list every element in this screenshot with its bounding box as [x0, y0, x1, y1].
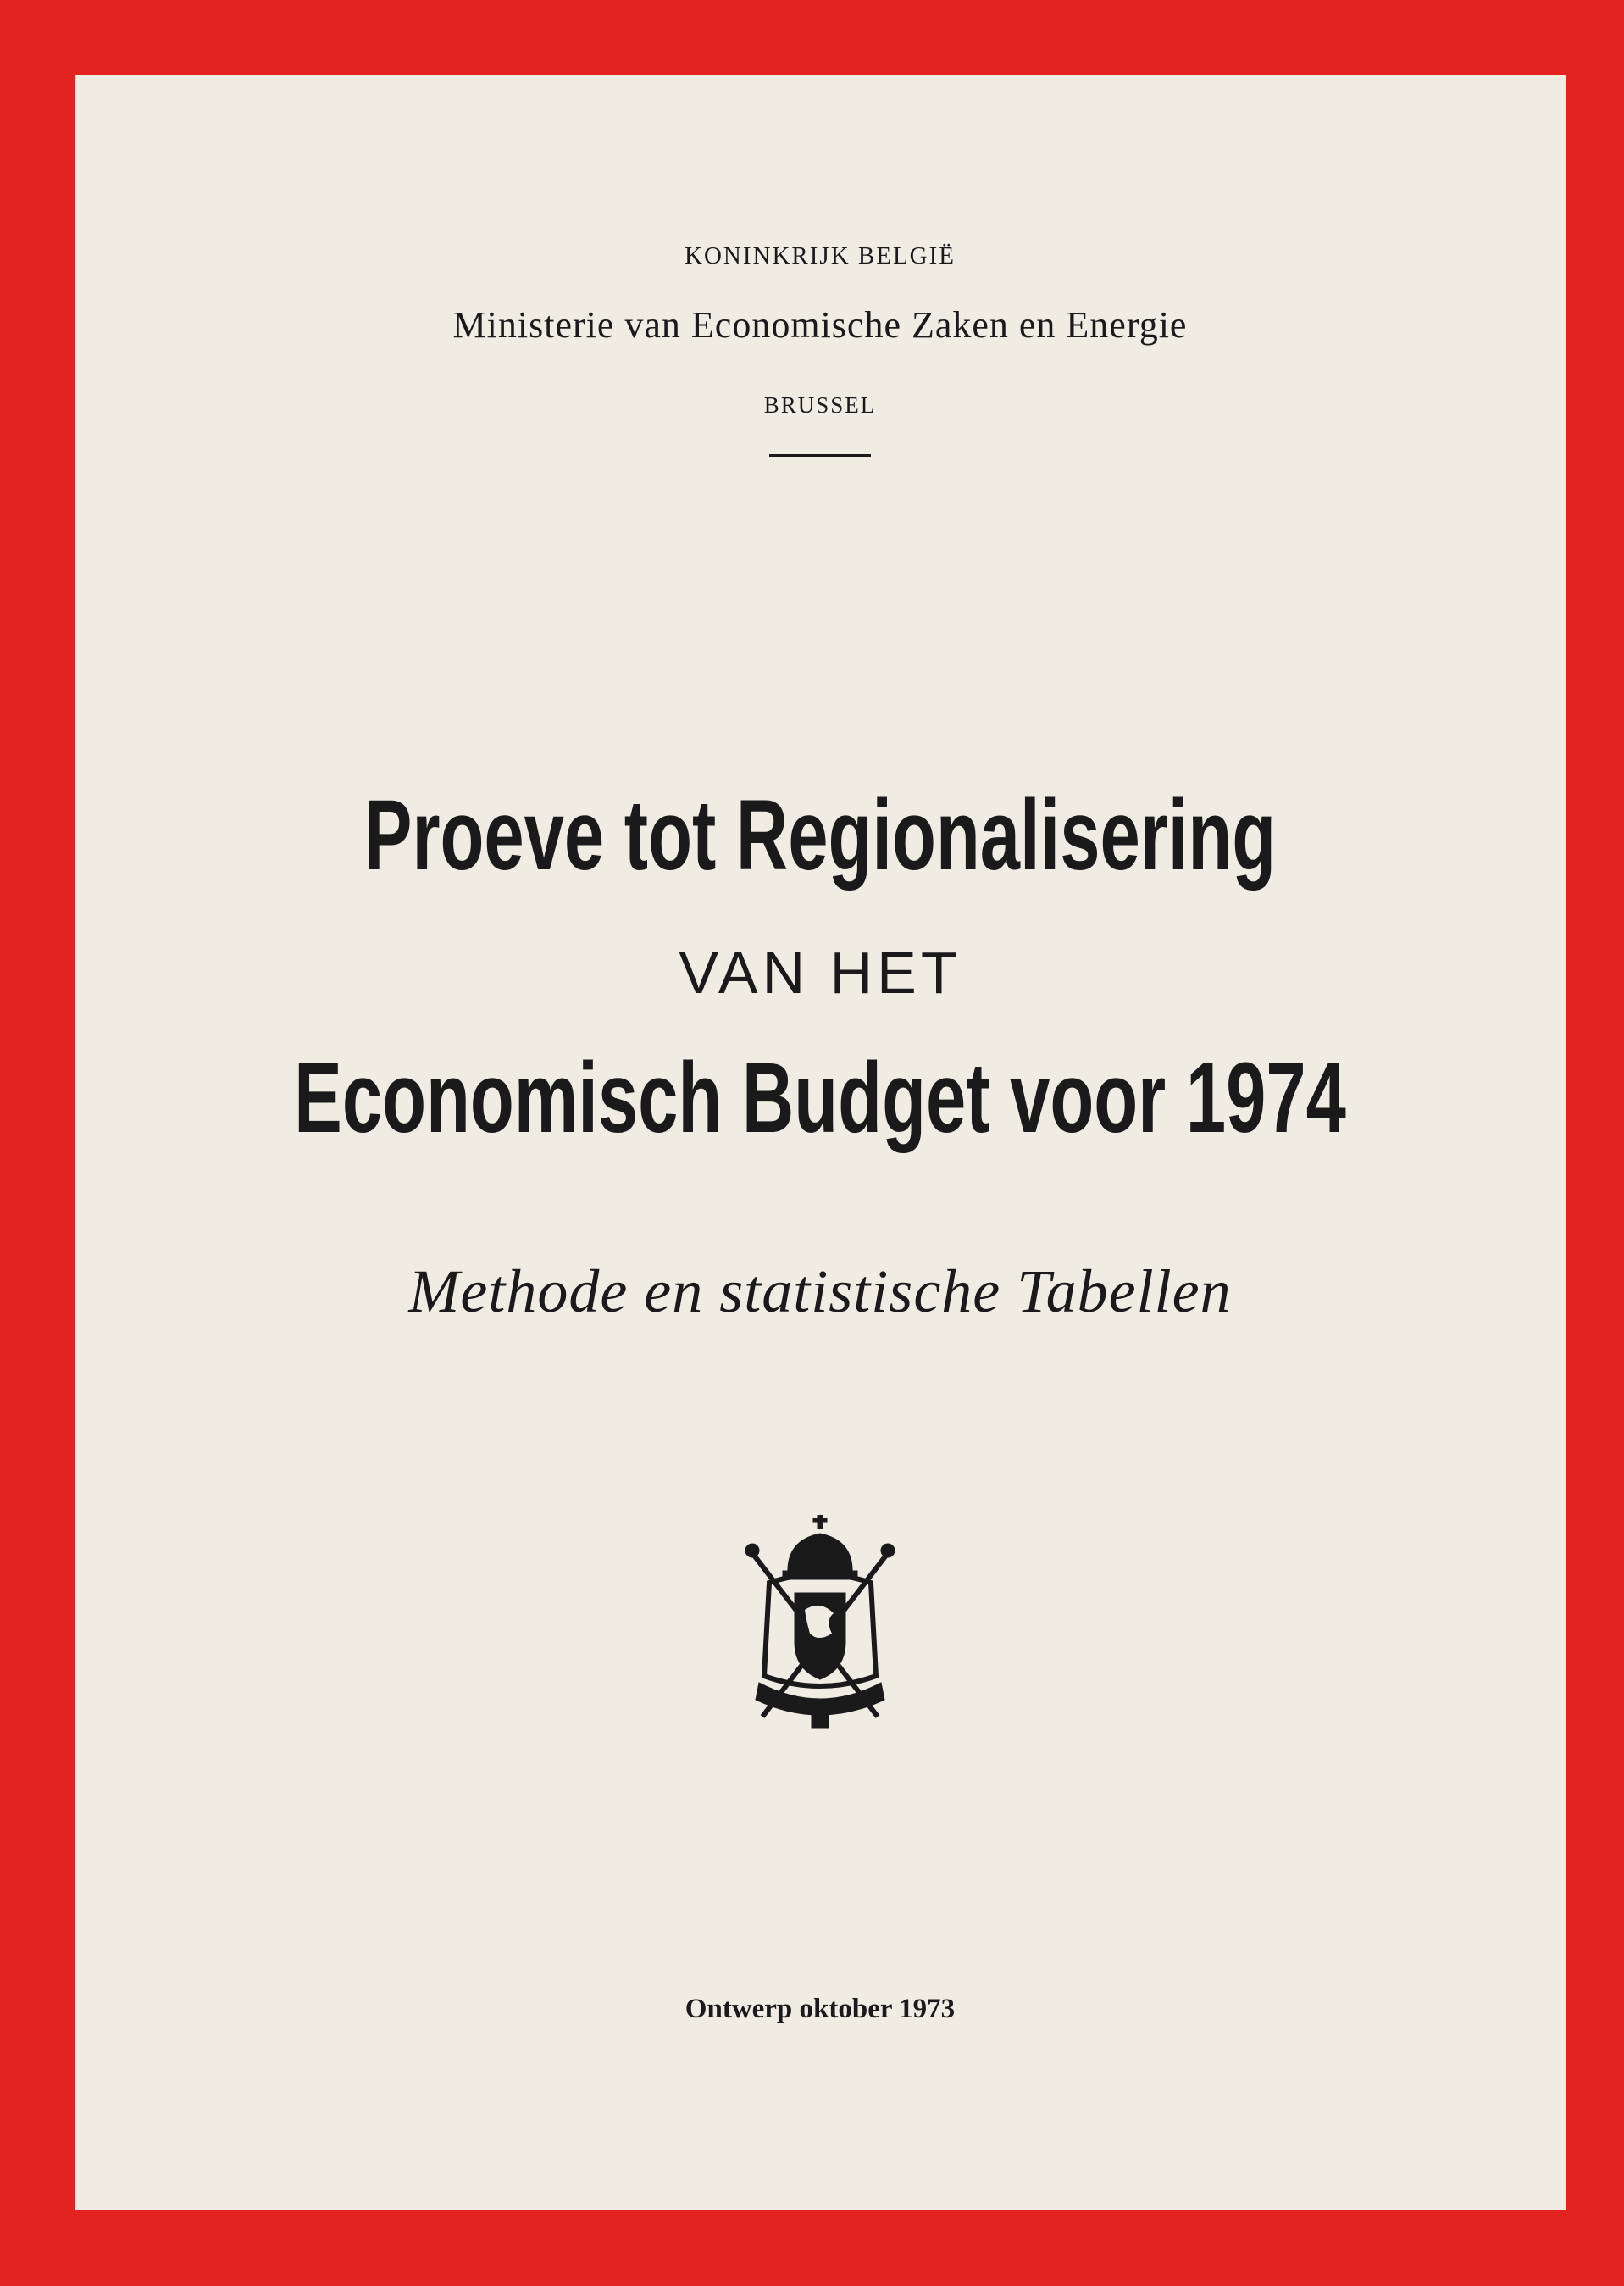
title-page	[75, 75, 1566, 2210]
subtitle: Methode en statistische Tabellen	[408, 1257, 1232, 1325]
belgian-coat-of-arms-icon	[735, 1515, 905, 1735]
city-name: BRUSSEL	[763, 392, 877, 418]
ministry-name: Ministerie van Economische Zaken en Energie	[452, 304, 1188, 346]
draft-date: Ontwerp oktober 1973	[685, 1994, 956, 2024]
header-divider	[769, 454, 871, 457]
title-line-1: Proeve tot Regionalisering	[363, 780, 1277, 891]
title-line-2: VAN HET	[679, 940, 962, 1006]
kingdom-heading: KONINKRIJK BELGIË	[685, 242, 956, 269]
title-line-3: Economisch Budget voor 1974	[294, 1042, 1346, 1154]
